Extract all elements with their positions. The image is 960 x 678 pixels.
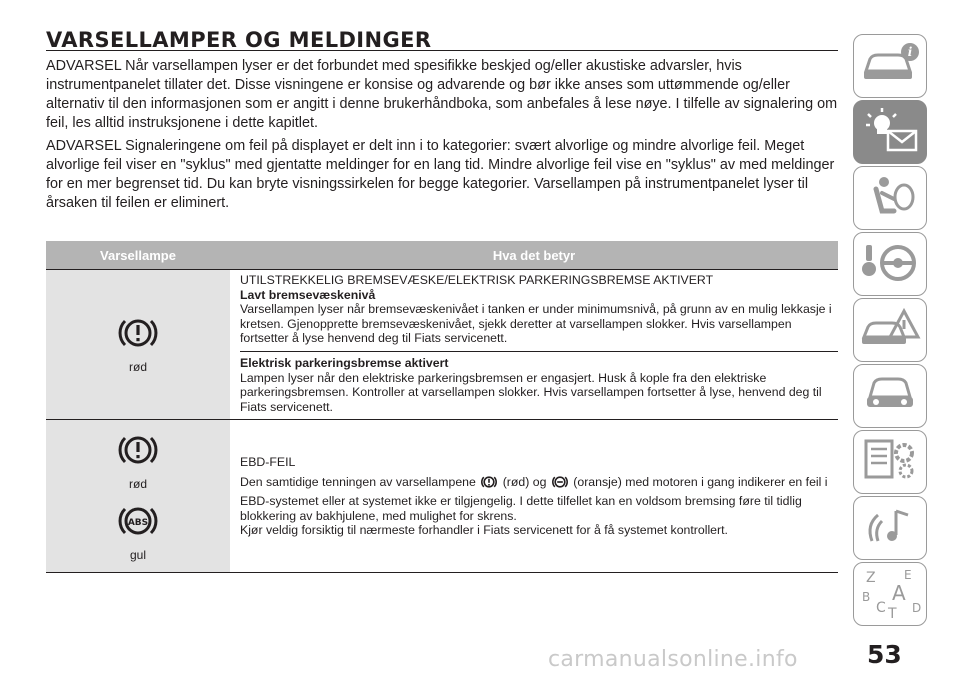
tab-technical-data[interactable] bbox=[853, 430, 927, 494]
page-number: 53 bbox=[867, 640, 902, 669]
car-info-icon bbox=[858, 41, 922, 92]
lamp-cell bbox=[46, 420, 230, 572]
title-rule bbox=[46, 50, 838, 51]
meaning-cell bbox=[230, 270, 838, 419]
body-text: (rød) og bbox=[502, 475, 547, 490]
intro-text bbox=[46, 57, 838, 217]
warning-light-envelope-icon bbox=[858, 105, 922, 160]
tab-starting-driving[interactable] bbox=[853, 232, 927, 296]
abs-warning-icon bbox=[551, 474, 569, 494]
brake-warning-icon bbox=[480, 474, 498, 494]
section-title: Elektrisk parkeringsbremse aktivert bbox=[240, 355, 449, 370]
meaning-section bbox=[240, 270, 838, 351]
alphabet-index-icon bbox=[858, 564, 922, 625]
section-caption: EBD-FEIL bbox=[240, 454, 296, 469]
abs-warning-icon bbox=[116, 501, 160, 544]
intro-paragraph-2: ADVARSEL Signaleringene om feil på displayet er delt inn i to kategorier: svært alvorlige og mindre alvorlige feil. Meget alvorlige feil viser en "syklus" med gjentatte meldinger for en lang tid. Mindre alvorlige feil vise en "syklus" av med meldinger for en mer begrenset tid. Du kan bryte visningssirkelen for begge kategorier. Varsellampen på instrumentpanelet lyser til årsaken til feilen er eliminert. bbox=[46, 138, 835, 211]
svg-text:C: C bbox=[876, 599, 886, 616]
watermark: carmanualsonline.info bbox=[548, 647, 798, 672]
table-row bbox=[46, 419, 838, 573]
tab-car-info[interactable] bbox=[853, 34, 927, 98]
svg-text:A: A bbox=[892, 580, 906, 605]
svg-text:Z: Z bbox=[866, 569, 876, 586]
meaning-cell bbox=[230, 420, 838, 572]
lamp-cell bbox=[46, 270, 230, 419]
svg-text:i: i bbox=[907, 44, 913, 59]
tab-index[interactable] bbox=[853, 562, 927, 626]
body-text: (oransje) med motoren i gang indikerer en feil i EBD-systemet eller at systemet ikke er tilgjengelig. I dette tilfellet kan en voldsom bremsing føre til tidlig blokkering av bakhjulene, med mulighet for skrens. bbox=[240, 475, 828, 523]
tab-multimedia[interactable] bbox=[853, 496, 927, 560]
page-title: VARSELLAMPER OG MELDINGER bbox=[46, 28, 432, 52]
table-row bbox=[46, 269, 838, 419]
brake-warning-icon bbox=[116, 313, 160, 356]
lamp-color-label: rød bbox=[129, 360, 147, 375]
svg-text:B: B bbox=[862, 589, 871, 604]
tab-safety[interactable] bbox=[853, 166, 927, 230]
section-caption: UTILSTREKKELIG BREMSEVÆSKE/ELEKTRISK PARKERINGSBREMSE AKTIVERT bbox=[240, 273, 714, 287]
tab-warning-lights[interactable] bbox=[853, 100, 927, 164]
svg-text:T: T bbox=[888, 605, 897, 620]
abs-icon-text: ABS bbox=[127, 518, 149, 529]
car-front-icon bbox=[858, 369, 922, 424]
intro-paragraph-1: ADVARSEL Når varsellampen lyser er det forbundet med spesifikke beskjed og/eller akustiske advarsler, hvis instrumentpanelet tillater det. Disse visningene er konsise og advarende og bør ikke anses som uttømmende og/eller alternativ til den informasjonen som er angitt i denne brukerhåndboka, som anbefales å lese nøye. I tilfelle av signalering om feil, les alltid instruksjonene i dette kapitlet. bbox=[46, 58, 838, 131]
section-body: Varsellampen lyser når bremsevæskenivået i tanken er under minimumsnivå, på grunn av en mulig lekkasje i kretsen. Gjenopprette bremsevæskenivået, sjekk deretter at varsellampen slokker. Hvis varsellampen fortsetter å lyse henvend deg til Fiats servicenett. bbox=[240, 302, 832, 346]
tab-emergency[interactable] bbox=[853, 298, 927, 362]
lamp-color-label: gul bbox=[129, 548, 146, 563]
body-text: Den samtidige tenningen av varsellampene bbox=[240, 475, 476, 490]
airbag-seat-icon bbox=[858, 171, 922, 226]
body-text: Kjør veldig forsiktig til nærmeste forhandler i Fiats servicenett for å få systemet kontrollert. bbox=[240, 523, 728, 538]
key-steering-wheel-icon bbox=[858, 237, 922, 292]
svg-text:D: D bbox=[912, 600, 922, 615]
section-body bbox=[240, 474, 838, 537]
column-header-meaning: Hva det betyr bbox=[492, 247, 576, 263]
chapter-sidebar bbox=[853, 34, 929, 628]
table-header bbox=[46, 241, 838, 269]
section-body: Lampen lyser når den elektriske parkeringsbremsen er engasjert. Husk å kople fra den elektriske parkeringsbremsen. Kontroller at varsellampen slokker. Hvis varsellampen fortsetter å lyse, henvend deg til Fiats servicenett. bbox=[240, 370, 822, 414]
settings-list-icon bbox=[858, 435, 922, 490]
brake-warning-icon bbox=[116, 430, 160, 473]
section-title: Lavt bremsevæskenivå bbox=[240, 287, 376, 302]
meaning-section bbox=[240, 351, 838, 419]
warning-light-table bbox=[46, 241, 838, 573]
column-header-lamp: Varsellampe bbox=[100, 247, 176, 263]
svg-text:E: E bbox=[904, 567, 912, 582]
lamp-color-label: rød bbox=[129, 477, 147, 492]
tab-maintenance[interactable] bbox=[853, 364, 927, 428]
car-breakdown-icon bbox=[858, 303, 922, 358]
multimedia-icon bbox=[858, 501, 922, 556]
